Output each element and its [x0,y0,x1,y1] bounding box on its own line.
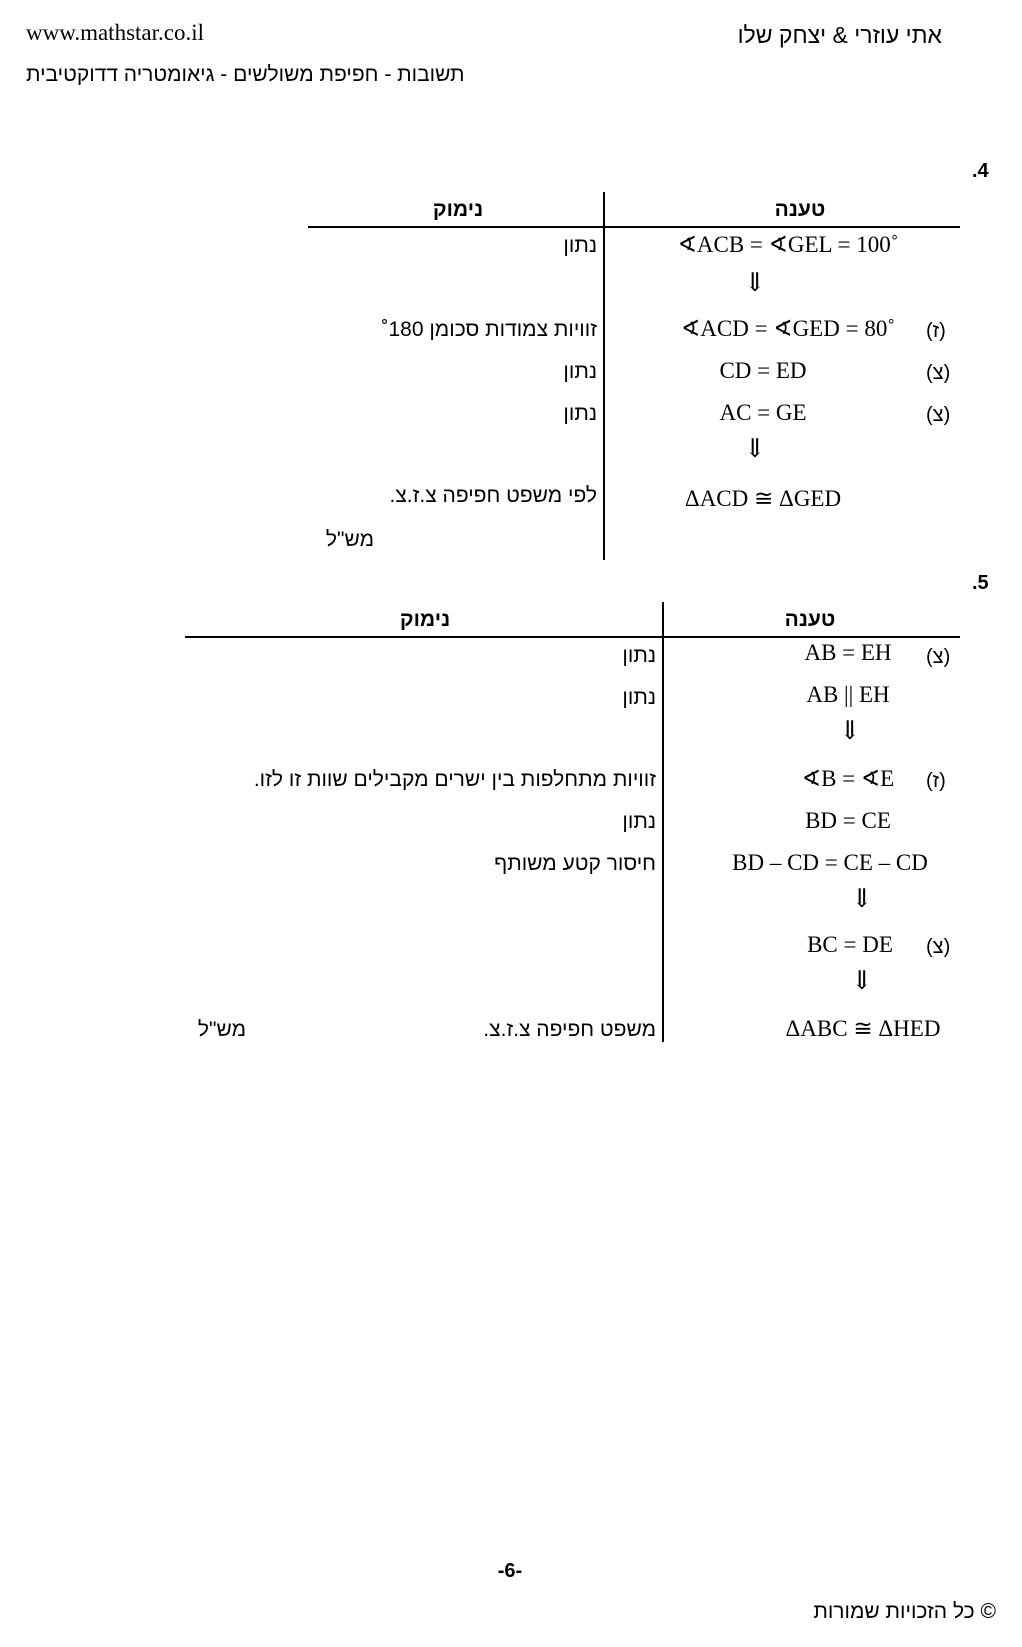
q5-reason-2: נתון [622,686,656,709]
q4-claim-conclusion: ΔACD ≅ ΔGED [684,486,842,511]
q5-column-divider [662,602,664,1042]
q4-claim-2: ∢ACD = ∢GED = 80˚ [681,316,895,341]
q4-header-rule [308,226,960,228]
q5-mark-1: (צ) [926,646,951,668]
q4-reason-3: נתון [563,360,597,383]
q4-reason-conclusion: לפי משפט חפיפה צ.ז.צ. [389,484,597,507]
q4-reason-1: נתון [563,234,597,257]
q5-implies-arrow-2: ⇓ [851,884,873,913]
q4-reason-header: נימוק [432,198,484,221]
q5-reason-5: חיסור קטע משותף [494,852,656,875]
q5-claim-header: טענה [784,608,836,631]
q5-claim-5: BD – CD = CE – CD [732,850,928,875]
q4-claim-4: AC = GE [719,400,807,425]
copyright: © כל הזכויות שמורות [813,1600,996,1623]
q5-claim-3: ∢B = ∢E [801,766,895,791]
q5-mark-6: (צ) [926,936,951,958]
q5-reason-3: זוויות מתחלפות בין ישרים מקבילים שוות זו לזו. [253,768,656,791]
q5-reason-header: נימוק [399,608,451,631]
question-4-number: .4 [972,160,989,182]
q4-claim-header: טענה [774,198,826,221]
q5-claim-6: BC = DE [807,932,893,957]
q5-implies-arrow-1: ⇓ [839,716,861,745]
q5-reason-1: נתון [622,644,656,667]
q4-reason-4: נתון [563,402,597,425]
q4-mark-3: (צ) [926,362,951,384]
page-subtitle: תשובות - חפיפת משולשים - גיאומטריה דדוקטיבית [26,63,465,86]
q5-claim-conclusion: ΔABC ≅ ΔHED [785,1016,941,1041]
q5-header-rule [185,636,960,638]
authors: אתי עוזרי & יצחק שלו [737,22,942,48]
q4-implies-arrow-2: ⇓ [744,434,766,463]
q5-claim-2: AB || EH [806,682,890,707]
q4-mark-2: (ז) [926,320,946,342]
q5-reason-4: נתון [622,810,656,833]
q5-claim-4: BD = CE [805,808,891,833]
q5-reason-conclusion: משפט חפיפה צ.ז.צ. [483,1018,656,1041]
q4-claim-1: ∢ACB = ∢GEL = 100˚ [677,232,899,257]
website-url: www.mathstar.co.il [26,20,205,45]
page-number: -6- [497,1560,523,1582]
q5-claim-1: AB = EH [804,640,892,665]
q4-mark-4: (צ) [926,404,951,426]
q5-qed: מש"ל [197,1018,246,1041]
q5-implies-arrow-3: ⇓ [851,966,873,995]
q5-mark-3: (ז) [926,770,946,792]
q4-implies-arrow-1: ⇓ [744,268,766,297]
q4-claim-3: CD = ED [719,358,807,383]
question-5-number: .5 [972,572,989,594]
q4-column-divider [603,192,605,560]
q4-reason-2: זוויות צמודות סכומן 180˚ [381,318,597,341]
q4-qed: מש"ל [325,528,374,551]
